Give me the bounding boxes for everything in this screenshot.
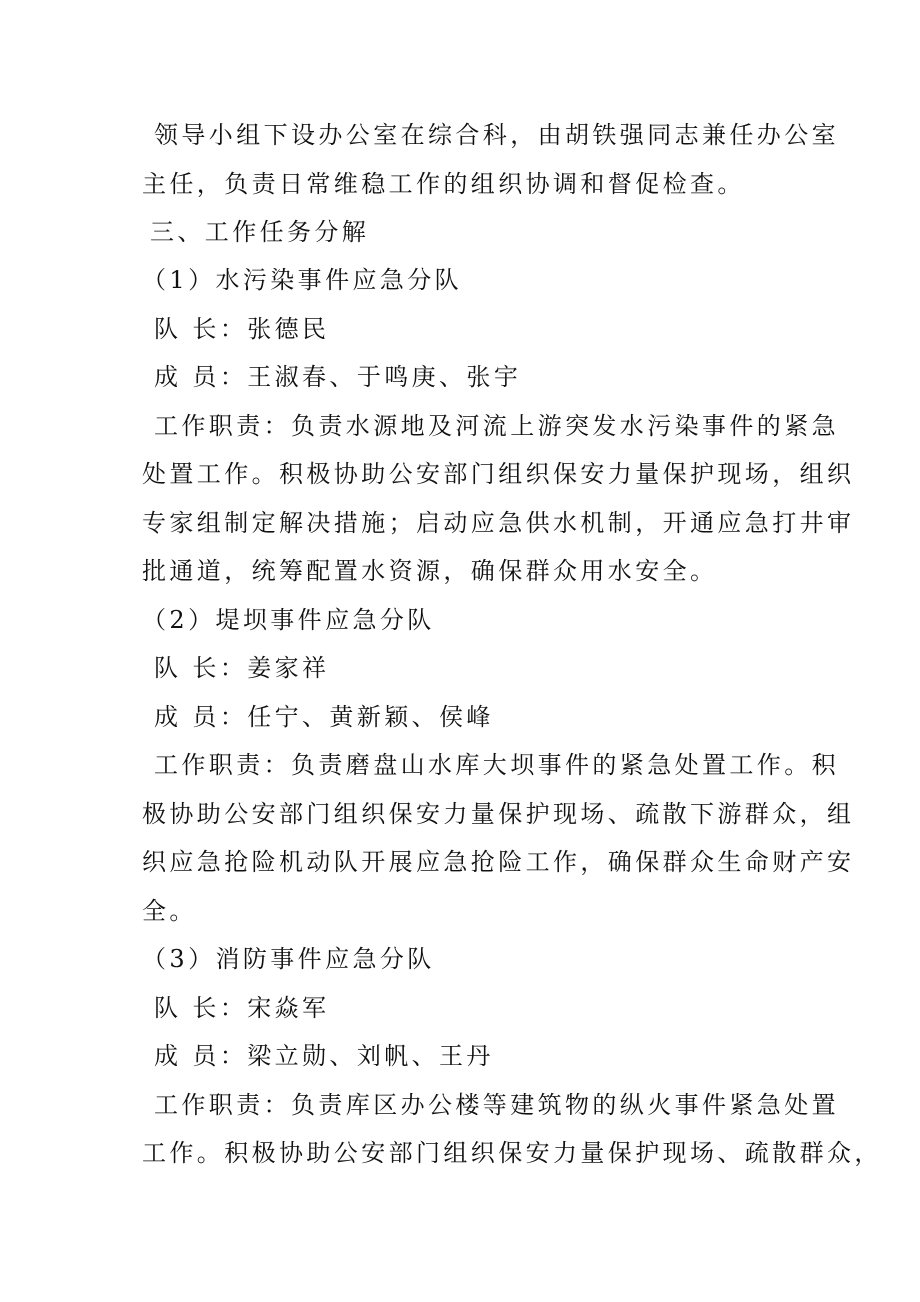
members-line: 成 员：梁立勋、刘帆、王丹 [154,1042,494,1070]
team-heading: （1）水污染事件应急分队 [142,266,463,294]
text-line: 极协助公安部门组织保安力量保护现场、疏散下游群众，组 [142,800,855,828]
duty-line: 工作职责：负责水源地及河流上游突发水污染事件的紧急 [154,412,839,440]
duty-line: 工作职责：负责库区办公楼等建筑物的纵火事件紧急处置 [154,1091,839,1119]
text-line: 全。 [142,897,197,925]
text-line: 织应急抢险机动队开展应急抢险工作，确保群众生命财产安 [142,848,855,876]
team-heading: （3）消防事件应急分队 [142,945,435,973]
team-heading: （2）堤坝事件应急分队 [142,606,435,634]
text-line: 批通道，统筹配置水资源，确保群众用水安全。 [142,557,718,585]
leader-line: 队 长：姜家祥 [154,654,330,682]
text-line: 专家组制定解决措施；启动应急供水机制，开通应急打井审 [142,509,855,537]
leader-line: 队 长：宋焱军 [154,994,330,1022]
text-line: 主任，负责日常维稳工作的组织协调和督促检查。 [142,170,745,198]
section-heading: 三、工作任务分解 [150,218,370,246]
duty-line: 工作职责：负责磨盘山水库大坝事件的紧急处置工作。积 [154,751,839,779]
text-line: 处置工作。积极协助公安部门组织保安力量保护现场，组织 [142,460,855,488]
members-line: 成 员：任宁、黄新颖、侯峰 [154,703,494,731]
members-line: 成 员：王淑春、于鸣庚、张宇 [154,363,522,391]
text-line: 领导小组下设办公室在综合科，由胡铁强同志兼任办公室 [154,121,839,149]
text-line: 工作。积极协助公安部门组织保安力量保护现场、疏散群众， [142,1139,882,1167]
leader-line: 队 长：张德民 [154,315,330,343]
